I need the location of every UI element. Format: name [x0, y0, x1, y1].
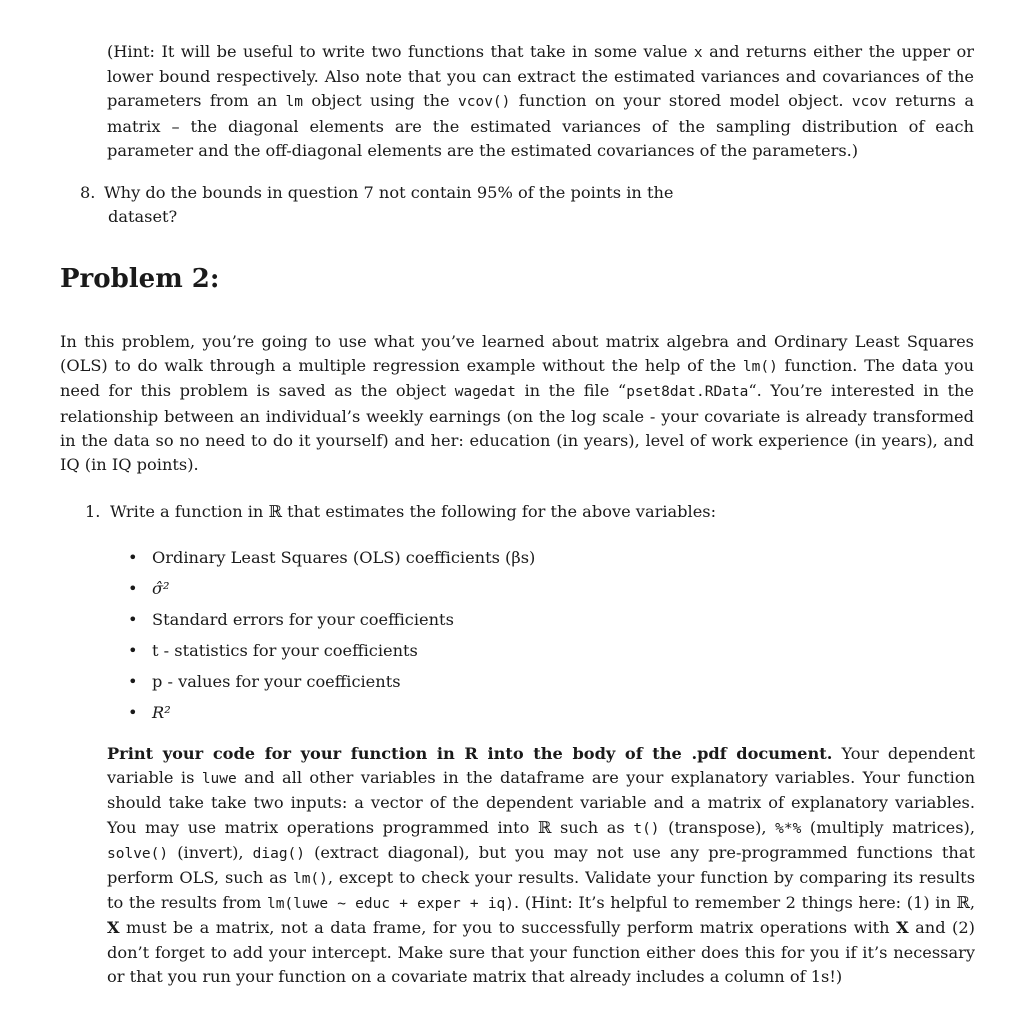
- estimates-list: [128, 546, 535, 732]
- body-text: (multiply matrices),: [801, 817, 975, 837]
- section-heading: Problem 2:: [60, 264, 220, 294]
- bullet-text: t - statistics for your coefficients: [152, 641, 418, 660]
- code-lm: lm: [285, 94, 303, 111]
- hint-text: function on your stored model object.: [510, 91, 852, 111]
- code-wagedat: wagedat: [454, 384, 516, 401]
- list-item: [128, 701, 535, 732]
- bullet-icon: •: [128, 579, 138, 598]
- list-item: [128, 546, 535, 577]
- bullet-text: R²: [152, 703, 171, 722]
- body-text: (transpose),: [659, 817, 776, 837]
- code-transpose: t(): [633, 820, 660, 837]
- body-text: , except to check your results. Validate your function by comparing its results to the results from: [107, 868, 975, 913]
- code-x: x: [693, 45, 703, 61]
- hint-text: object using the: [302, 91, 458, 111]
- list-item: [128, 577, 535, 608]
- bullet-icon: •: [128, 641, 138, 660]
- code-lm-call: lm(): [742, 359, 778, 376]
- problem-intro: [60, 330, 974, 477]
- code-vcov: vcov: [851, 94, 887, 111]
- body-text: (extract diagonal), but you may not use any pre-programmed functions that perform OLS, such as: [107, 842, 975, 888]
- body-text: . (Hint: It’s helpful to remember 2 things here: (1) in ℝ,: [514, 893, 976, 913]
- bold-x: X: [107, 918, 120, 938]
- question-text: Why do the bounds in question 7 not contain 95% of the points in the: [104, 183, 674, 202]
- code-lm-call: lm(): [292, 871, 328, 888]
- bold-x: X: [896, 918, 909, 938]
- hint-text: (Hint: It will be useful to write two functions that take in some value: [107, 42, 694, 61]
- question-number: 8.: [80, 183, 96, 202]
- hint-text: returns a matrix – the diagonal elements are the estimated variances of the sampling distribution of each parameter and the off-diagonal elements are the estimated covariances of the parameters.): [107, 91, 974, 160]
- item-number: 1.: [85, 502, 101, 521]
- item-text: Write a function in ℝ that estimates the following for the above variables:: [110, 502, 717, 521]
- body-text: and (2) don’t forget to add your intercept. Make sure that your function either does this for you if it’s necessary or that you run your function on a covariate matrix that already includes a column of 1s!): [107, 918, 975, 986]
- hint-text: and returns either the upper or lower bound respectively. Also note that you can extract the estimated variances and covariances of the parameters from an: [107, 42, 974, 111]
- list-item-1: [85, 500, 975, 524]
- list-item: [128, 670, 535, 701]
- hint-paragraph: [107, 40, 974, 163]
- code-filename: pset8dat.RData: [626, 384, 749, 401]
- intro-text: function. The data you need for this problem is saved as the object: [60, 356, 974, 401]
- bullet-text: p - values for your coefficients: [152, 672, 401, 691]
- bullet-text: Ordinary Least Squares (OLS) coefficients (βs): [152, 548, 536, 567]
- bold-instruction: Print your code for your function in R into the body of the .pdf document.: [107, 744, 833, 763]
- question-8: [80, 181, 720, 229]
- code-solve: solve(): [107, 845, 169, 862]
- code-lm-formula: lm(luwe ~ educ + exper + iq): [266, 896, 515, 913]
- body-text: Your dependent variable is: [107, 744, 975, 788]
- body-text: and all other variables in the dataframe are your explanatory variables. Your function should take take two inputs: a vector of the dependent variable and a matrix of explanatory variables. You may use matrix operations programmed into ℝ such as: [107, 768, 975, 837]
- bullet-icon: •: [128, 610, 138, 629]
- code-matmul: %*%: [775, 820, 802, 837]
- code-vcov-call: vcov(): [458, 94, 511, 111]
- code-diag: diag(): [252, 845, 306, 862]
- body-text: must be a matrix, not a data frame, for you to successfully perform matrix operations with: [119, 918, 897, 938]
- instructions-paragraph: [107, 742, 975, 989]
- bullet-icon: •: [128, 672, 138, 691]
- intro-text: “. You’re interested in the relationship between an individual’s weekly earnings (on the log scale - your covariate is already transformed in the data so no need to do it yourself) and her: education (in years), level of work experience (in years), and IQ (in IQ points).: [60, 381, 974, 475]
- bullet-icon: •: [128, 703, 138, 722]
- question-text-continued: dataset?: [108, 207, 178, 227]
- bullet-text: σ̂²: [152, 579, 170, 598]
- bullet-icon: •: [128, 548, 138, 567]
- list-item: [128, 639, 535, 670]
- bullet-text: Standard errors for your coefficients: [152, 610, 454, 629]
- intro-text: In this problem, you’re going to use what you’ve learned about matrix algebra and Ordinary Least Squares (OLS) to do walk through a multiple regression example without the help of the: [60, 332, 974, 376]
- body-text: (invert),: [168, 842, 253, 862]
- code-luwe: luwe: [201, 771, 237, 788]
- list-item: [128, 608, 535, 639]
- intro-text: in the file “: [515, 381, 627, 401]
